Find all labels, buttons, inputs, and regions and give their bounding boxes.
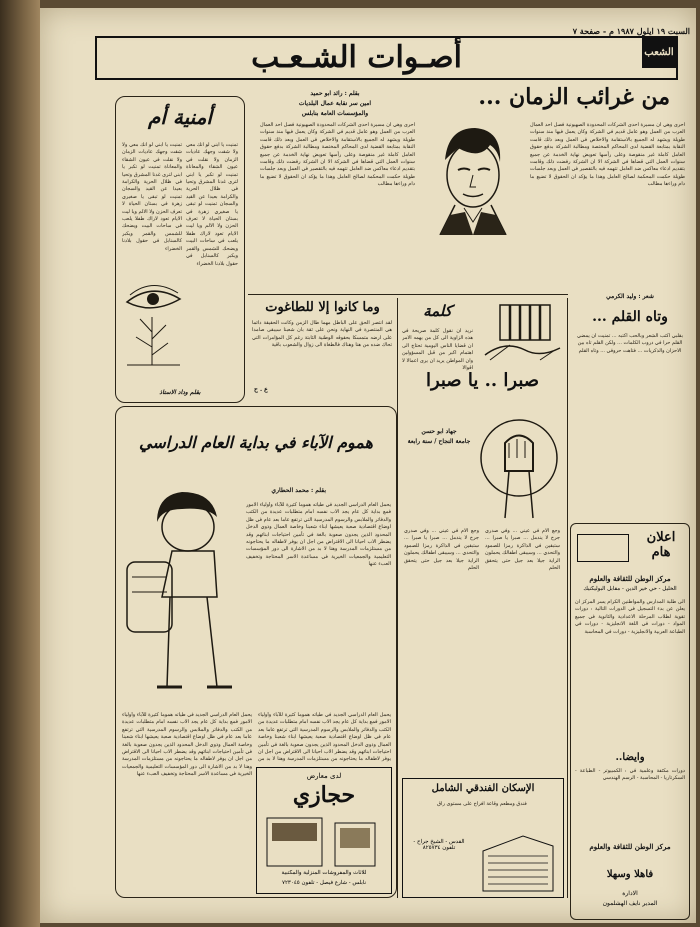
announcement-list: دورات مكثفة وعلمية في : الكمبيوتر - الطباعة - السكرتاريا - المحاسبة - الرسم الهندسي: [575, 768, 685, 782]
hijazi-ad: [256, 767, 392, 894]
ghraib-byline-1: بقلم : رائد ابو حميد: [310, 90, 360, 97]
portrait-illustration: [420, 120, 520, 235]
announcement-closing: فاهلا وسهلا: [606, 869, 654, 880]
hijazi-desc: للاثاث والمفروشات المنزلية والمكتبية: [281, 870, 367, 876]
center-address: الخليل - حي خير الدين - مقابل البوليكنيك: [583, 586, 677, 592]
umniya-body-right: تمنيت يا ابني لو انك معي ولا شقت وجهك عاديات الزمان ولا نقلت في عيون الشقاء والمعاناة تمنيت لو تكبر يا ابني لترى غدنا المشرق وتحيا في ظلال الحرية والكرامة بعيدا عن القيد والسجان تمنيت لو تبقى يا صغيري زهرة في بستان الحياة لا تعرف الحزن ولا الالم ويا ليت الايام تعود لاراك طفلا يلعب في ساحات البيت ويضحك للشمس والقمر ويكبر كالسنابل في حقول بلادنا الخضراء: [186, 142, 238, 267]
hotel-ad: [402, 778, 564, 898]
announcement-heading: اعلان هام: [646, 530, 676, 560]
hijazi-phone: نابلس - شارع فيصل - تلفون ٧٢٣٠٤٥: [282, 880, 366, 886]
announcement-also: وايضا..: [615, 752, 645, 763]
wataa-title: وما كانوا إلا للطاغوت: [265, 300, 380, 315]
humoom-title: هموم الآباء في بداية العام الدراسي: [139, 433, 373, 452]
eye-tree-illustration: [122, 277, 184, 367]
center-name-2: مركز الوطن للثقافة والعلوم: [589, 842, 671, 851]
ghraib-body-left: احرى وهي ان مسيرة احدى الشركات المحدودة الصهيونية فصل احد العمال العرب من العمل وهو عامل قديم في الشركة وكان يعمل فيها منذ سنوات طويلة ويشهد له الجميع بالاستقامة والاخلاص في العمل وبعد ذلك قامت النقابة بمتابعة القضية لدى المحاكم المختصة ومطالبة الشركة بدفع حقوق العامل كاملة غير منقوصة وعلى رأسها تعويض نهاية الخدمة عن جميع سنوات العمل التي قضاها في الشركة الا ان الشركة رفضت ذلك وقامت بتقديم ادعاء معاكس ضد العامل تتهمه فيه بالتقصير في العمل وبعد جلسات طويلة حكمت المحكمة لصالح العامل وهذا ما يؤكد ان الحقوق لا تضيع ما دام وراءها مطالب: [260, 122, 415, 188]
ghraib-title: من غرائب الزمان ...: [478, 84, 670, 110]
ghraib-body-right: احرى وهي ان مسيرة احدى الشركات المحدودة الصهيونية فصل احد العمال العرب من العمل وهو عامل قديم في الشركة وكان يعمل فيها منذ سنوات طويلة ويشهد له الجميع بالاستقامة والاخلاص في العمل وبعد ذلك قامت النقابة بمتابعة القضية لدى المحاكم المختصة ومطالبة الشركة بدفع حقوق العامل كاملة غير منقوصة وعلى رأسها تعويض نهاية الخدمة عن جميع سنوات العمل التي قضاها في الشركة الا ان الشركة رفضت ذلك وقامت بتقديم ادعاء معاكس ضد العامل تتهمه فيه بالتقصير في العمل وبعد جلسات طويلة حكمت المحكمة لصالح العامل وهذا ما يؤكد ان الحقوق لا تضيع ما دام وراءها مطالب: [530, 122, 685, 188]
divider: [397, 298, 398, 898]
humoom-body-1: يحمل العام الدراسي الجديد في طياته هموما كثيرة للآباء وأولياء الامور فمع بداية كل عام يجد الاب نفسه امام متطلبات عديدة من الكتب والدفاتر والملابس والرسوم المدرسية التي ترتفع عاما بعد عام في ظل اوضاع اقتصادية صعبة يعيشها ابناء شعبنا وخاصة العمال وذوي الدخل المحدود الذين يجدون صعوبة بالغة في تأمين احتياجات ابنائهم وقد يضطر الاب احيانا الى الاقتراض من اجل ان يوفر لاطفاله ما يحتاجونه من مستلزمات المدرسة وهنا لا بد من الاشارة الى دور المؤسسات التعليمية والجمعيات الخيرية في مساعدة الاسر المحتاجة وتخفيف العبء عنها: [246, 502, 391, 568]
humoom-byline: بقلم : محمد الحطاري: [271, 487, 326, 494]
qalam-author: شعر : وليد الكرمي: [606, 293, 654, 300]
umniya-signature: بقلم وداد الاستاذ: [159, 389, 201, 396]
prison-bars-illustration: [480, 300, 565, 365]
ghraib-byline-2: امين سر نقابة عمال البلديات: [298, 100, 372, 107]
kalima-body: نريد ان نقول كلمة صريحة في هذه الزاوية الى كل من يهمه الامر ان قضايا الناس اليومية تحتاج الى اهتمام اكبر من قبل المسؤولين وان المواطن يريد ان يرى اعمالا لا اقوالا: [402, 328, 473, 372]
hotel-desc: فندق ومطعم وقاعة افراح على مستوى راق: [437, 801, 527, 807]
announcement-ad: [570, 523, 690, 920]
sabran-author-1: جهاد ابو حسن: [421, 428, 457, 435]
qalam-article: [570, 293, 690, 523]
qalam-title: وتاه القلم ...: [592, 309, 668, 325]
section-title: أصـوات الشـعـب: [251, 40, 462, 75]
qalam-body: بقلبي اكتب الشعر وبالحب اكتبه ... تمنيت ان يمضي القلم حرا في دروب الكلمات ... ولكن القلم تاه بين الاحزان والذكريات ... فتاهت حروفي ... وتاه القلم: [577, 333, 683, 354]
center-name: مركز الوطن للثقافة والعلوم: [589, 574, 671, 583]
center-logo: [577, 534, 629, 562]
divider: [567, 298, 568, 898]
wataa-article: [250, 298, 395, 398]
sabran-body-right: وجع الام في عيني ... وفي صدري جرح لا يندمل ... صبرا يا صبرا ... ستبقين في الذاكرة رمزا للصمود والتحدي ... وسيبقى اطفالك يحملون الراية جيلا بعد جيل حتى يتحقق الحلم: [485, 528, 560, 572]
divider: [248, 294, 568, 295]
date-line: السبت ١٩ ايلول ١٩٨٧ م - صفحة ٧: [572, 26, 690, 36]
furniture-illustration: [265, 813, 383, 868]
schoolboy-illustration: [122, 487, 242, 707]
ghraib-article: [250, 80, 690, 290]
umniya-title: أمنية أم: [148, 105, 212, 129]
sabran-article: [400, 368, 565, 678]
humoom-box: [115, 406, 397, 898]
wataa-signature: ع . ح: [254, 386, 268, 393]
announcement-admin: الادارة: [622, 890, 638, 897]
newspaper-page: [40, 8, 696, 923]
hotel-contact: القدس - الشيخ جراح - تلفون ٨٢٥٧٣٤: [413, 839, 465, 851]
book-spine: [0, 0, 40, 927]
umniya-body-left: تمنيت يا ابني لو انك معي ولا شقت وجهك عاديات الزمان ولا نقلت في عيون الشقاء والمعاناة تمنيت لو تكبر يا ابني لترى غدنا المشرق وتحيا في ظلال الحرية والكرامة بعيدا عن القيد والسجان تمنيت لو تبقى يا صغيري زهرة في بستان الحياة لا تعرف الحزن ولا الالم ويا ليت الايام تعود لاراك طفلا يلعب في ساحات البيت ويضحك للشمس والقمر ويكبر كالسنابل في حقول بلادنا الخضراء: [122, 142, 182, 252]
masthead: [95, 36, 678, 80]
hotel-name: الإسكان الفندقي الشامل: [431, 783, 535, 794]
sabran-author-2: جامعة النجاح / سنة رابعة: [407, 438, 471, 445]
announcement-body: الى طلبة المدارس والمواطنين الكرام يسر المركز ان يعلن عن بدء التسجيل في الدورات التالية : دورات تقوية لطلاب المرحلة الاعدادية والثانوية في جميع المواد - دورات في اللغة الانجليزية - دورات في الطباعة العربية والانجليزية - دورات في المحاسبة: [575, 599, 685, 635]
announcement-director: المدير نايف الهشلمون: [602, 900, 658, 907]
kalima-title: كلمة: [423, 302, 452, 320]
umniya-box: [115, 96, 245, 403]
fist-illustration: [475, 403, 563, 523]
hijazi-name: حجازي: [292, 782, 356, 808]
newspaper-logo: الشعب: [642, 38, 676, 68]
humoom-body-3: يحمل العام الدراسي الجديد في طياته هموما كثيرة للآباء وأولياء الامور فمع بداية كل عام يجد الاب نفسه امام متطلبات عديدة من الكتب والدفاتر والملابس والرسوم المدرسية التي ترتفع عاما بعد عام في ظل اوضاع اقتصادية صعبة يعيشها ابناء شعبنا وخاصة العمال وذوي الدخل المحدود الذين يجدون صعوبة بالغة في تأمين احتياجات ابنائهم وقد يضطر الاب احيانا الى الاقتراض من اجل ان يوفر لاطفاله ما يحتاجونه من مستلزمات المدرسة وهنا لا بد من: [258, 712, 391, 762]
hijazi-top: لدى معارض: [306, 772, 342, 780]
hotel-building-illustration: [473, 831, 558, 893]
humoom-body-2: يحمل العام الدراسي الجديد في طياته هموما كثيرة للآباء وأولياء الامور فمع بداية كل عام يجد الاب نفسه امام متطلبات عديدة من الكتب والدفاتر والملابس والرسوم المدرسية التي ترتفع عاما بعد عام في ظل اوضاع اقتصادية صعبة يعيشها ابناء شعبنا وخاصة العمال وذوي الدخل المحدود الذين يجدون صعوبة بالغة في تأمين احتياجات ابنائهم وقد يضطر الاب احيانا الى الاقتراض من اجل ان يوفر لاطفاله ما يحتاجونه من مستلزمات المدرسة وهنا لا بد من الاشارة الى دور المؤسسات التعليمية والجمعيات الخيرية في مساعدة الاسر المحتاجة وتخفيف العبء عنها: [122, 712, 252, 778]
ghraib-byline-3: والمؤسسات العامة بنابلس: [301, 110, 369, 117]
wataa-body: لقد انتصر الحق على الباطل مهما طال الزمن وكانت الحقيقة دائما هي المنتصرة في النهاية ونحن على ثقة بان شعبنا سيبقى صامدا على ارضه متمسكا بحقوقه الوطنية الثابتة رغم كل المؤامرات التي تحاك ضده من هنا وهناك فالطغاة الى زوال والشعوب باقية: [252, 320, 392, 349]
sabran-title: صبرا .. يا صبرا: [425, 370, 540, 391]
sabran-body-left: وجع الام في عيني ... وفي صدري جرح لا يندمل ... صبرا يا صبرا ... ستبقين في الذاكرة رمزا للصمود والتحدي ... وسيبقى اطفالك يحملون الراية جيلا بعد جيل حتى يتحقق الحلم: [404, 528, 479, 572]
